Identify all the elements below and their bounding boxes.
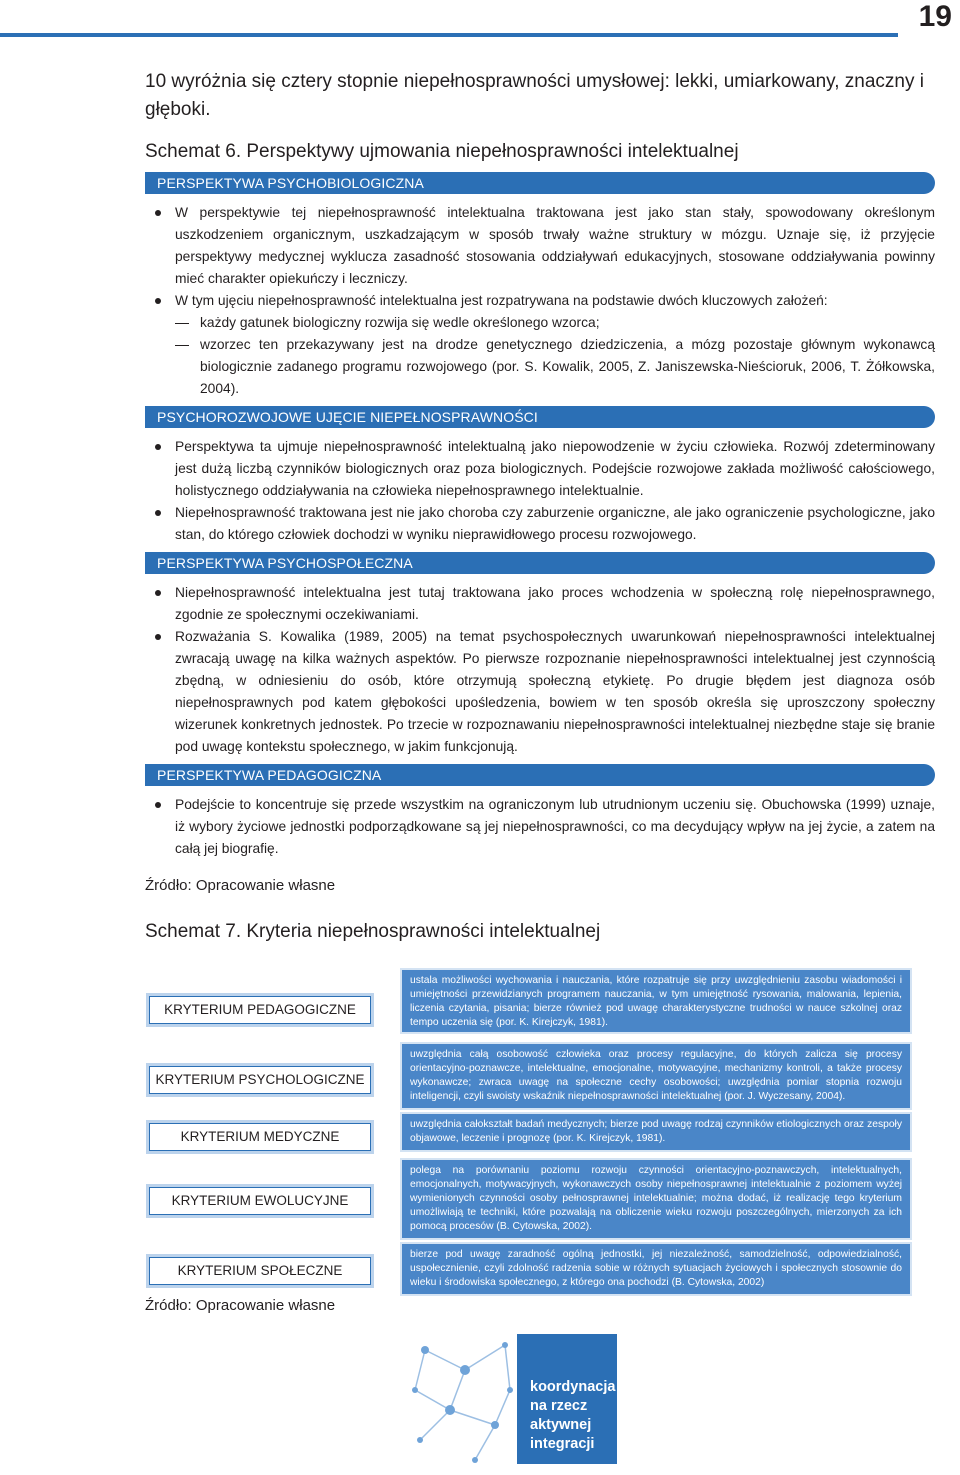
list-item: Perspektywa ta ujmuje niepełnosprawność intelektualną jako niepowodzenie w życiu człowieka. Rozwój zdeterminowany jest dużą liczbą czynników biologicznych oraz poza biologicznych. Podejście rozwojowe zakłada możliwość całościowego, holistycznego oddziaływania na człowieka niepełnosprawnego intelektualnie. <box>145 436 935 502</box>
criterion-label-social: KRYTERIUM SPOŁECZNE <box>149 1257 371 1285</box>
header-rule <box>0 33 898 37</box>
intro-paragraph: 10 wyróżnia się cztery stopnie niepełnosprawności umysłowej: lekki, umiarkowany, znaczny i głęboki. <box>145 71 924 120</box>
criterion-description-pedagogical: ustala możliwości wychowania i nauczania, które rozpatruje się przy uwzględnieniu zasobu wiadomości i umiejętności przewidzianych programem nauczania, w tym umiejętność rysowania, malowania, lepienia, liczenia czytania, pisania; bierze również pod uwagę charakterystyczne trudności w nauce szkolnej oraz tempo uczenia się (por. K. Kirejczyk, 1981). <box>400 968 912 1034</box>
page-number: 19 <box>918 0 952 33</box>
criterion-description-psychological: uwzględnia całą osobowość człowieka oraz procesy regulacyjne, do których zalicza się procesy orientacyjno-poznawcze, intelektualne, emocjonalne, motywacyjne, mechanizmy kontroli, a także procesy wykonawcze; zwraca uwagę na społeczne cechy osobowości; uwzględnia pomiar stopnia rozwoju inteligencji, czyli swoisty wskaźnik niepełnosprawności intelektualnej (por. J. Wyczesany, 2004). <box>400 1042 912 1110</box>
criteria-diagram <box>145 968 935 1298</box>
list-item: W perspektywie tej niepełnosprawność intelektualna traktowana jest jako stan stały, spowodowany określonym uszkodzeniem organicznym, uszkadzającym w sposób trwały ważne struktury w mózgu. Uznaje się, iż przyjęcie perspektywy medycznej wyklucza zasadność stosowania oddziaływań edukacyjnych, stosowane oddziaływania powinny mieć charakter opiekuńczy i leczniczy. <box>145 202 935 290</box>
criterion-label-psychological: KRYTERIUM PSYCHOLOGICZNE <box>149 1066 371 1094</box>
list-item: Rozważania S. Kowalika (1989, 2005) na temat psychospołecznych uwarunkowań niepełnosprawności intelektualnej zwracają uwagę na kilka ważnych aspektów. Po pierwsze rozpoznanie niepełnosprawności intelektualnej jest czynnością zbędną, w odniesieniu do osób, które otrzymują społeczną etykietę. Po drugie błędem jest diagnoza osób niepełnosprawnych pod katem głębokości upośledzenia, bowiem w ten sposób określa się uproszczony społeczny wizerunek konkretnych jednostek. Po trzecie w rozpoznawaniu niepełnosprawności intelektualnej niezbędne staje się branie pod uwagę kontekstu społecznego, w jakim funkcjonują. <box>145 626 935 758</box>
section-header-psychodevelopmental: PSYCHOROZWOJOWE UJĘCIE NIEPEŁNOSPRAWNOŚCI <box>145 406 935 428</box>
list-item: Niepełnosprawność intelektualna jest tutaj traktowana jako proces wchodzenia w społeczną rolę niepełnosprawnego, zgodnie ze społecznymi oczekiwaniami. <box>145 582 935 626</box>
list-item: W tym ujęciu niepełnosprawność intelektualna jest rozpatrywana na podstawie dwóch kluczowych założeń: <box>145 290 935 312</box>
schema7-title: Schemat 7. Kryteria niepełnosprawności intelektualnej <box>145 921 601 942</box>
bullet-list <box>145 794 935 860</box>
section-header-psychobiological: PERSPEKTYWA PSYCHOBIOLOGICZNA <box>145 172 935 194</box>
criterion-label-medical: KRYTERIUM MEDYCZNE <box>149 1123 371 1151</box>
criterion-description-evolutionary: polega na porównaniu poziomu rozwoju czynności orientacyjno-poznawczych, intelektualnych, emocjonalnych, motywacyjnych, wykonawczych osoby niepełnosprawnej intelektualnie z poziomem wyżej wymienionych czynności osoby pełnosprawnej intelektualnie; można dodać, iż realizację tego kryterium umożliwiają te techniki, które pozwalają na obliczenie wieku rozwoju poszczególnych, mierzonych za ich pomocą procesów (B. Cytowska, 2002). <box>400 1158 912 1240</box>
bullet-list <box>145 436 935 546</box>
dash-list <box>145 312 935 400</box>
section-header-pedagogical: PERSPEKTYWA PEDAGOGICZNA <box>145 764 935 786</box>
schema7-source: Źródło: Opracowanie własne <box>145 1297 336 1314</box>
logo-line: aktywnej <box>530 1417 592 1433</box>
logo-line: integracji <box>530 1436 595 1452</box>
schema6-source: Źródło: Opracowanie własne <box>145 877 336 894</box>
list-item: wzorzec ten przekazywany jest na drodze genetycznego dziedziczenia, a mózg pozostaje głównym wykonawcą biologicznie zadanego programu rozwojowego (por. S. Kowalik, 2005, Z. Janiszewska-Nieścioruk, 2006, T. Żółkowska, 2004). <box>145 334 935 400</box>
criterion-label-evolutionary: KRYTERIUM EWOLUCYJNE <box>149 1187 371 1215</box>
logo-line: koordynacja <box>530 1379 616 1395</box>
schema6-title: Schemat 6. Perspektywy ujmowania niepełnosprawności intelektualnej <box>145 141 739 162</box>
section-header-psychosocial: PERSPEKTYWA PSYCHOSPOŁECZNA <box>145 552 935 574</box>
bullet-list <box>145 582 935 758</box>
list-item: Podejście to koncentruje się przede wszystkim na ograniczonym lub utrudnionym uczeniu się. Obuchowska (1999) uznaje, iż wybory życiowe jednostki podporządkowane są jej niepełnosprawności, co ma decydujący wpływ na jej życie, a zatem na całą jej biografię. <box>145 794 935 860</box>
criterion-description-social: bierze pod uwagę zaradność ogólną jednostki, jej niezależność, samodzielność, odpowiedzialność, uspołecznienie, czyli zdolność radzenia sobie w różnych sytuacjach życiowych i społecznych stosownie do wieku i środowiska społecznego, z którego ona pochodzi (B. Cytowska, 2002) <box>400 1242 912 1296</box>
bullet-list <box>145 202 935 312</box>
list-item: każdy gatunek biologiczny rozwija się wedle określonego wzorca; <box>145 312 935 334</box>
criterion-label-pedagogical: KRYTERIUM PEDAGOGICZNE <box>149 996 371 1024</box>
program-logo <box>405 1330 630 1470</box>
network-graphic-icon <box>405 1330 517 1470</box>
logo-line: na rzecz <box>530 1398 588 1414</box>
main-content <box>145 68 935 952</box>
criterion-description-medical: uwzględnia całokształt badań medycznych; bierze pod uwagę rodzaj czynników etiologicznych oraz zespoły objawowe, leczenie i prognozę (por. K. Kirejczyk, 1981). <box>400 1112 912 1152</box>
list-item: Niepełnosprawność traktowana jest nie jako choroba czy zaburzenie organiczne, ale jako ograniczenie psychologiczne, jako stan, do którego człowiek dochodzi w wyniku nieprawidłowego procesu rozwojowego. <box>145 502 935 546</box>
logo-text <box>530 1378 615 1454</box>
